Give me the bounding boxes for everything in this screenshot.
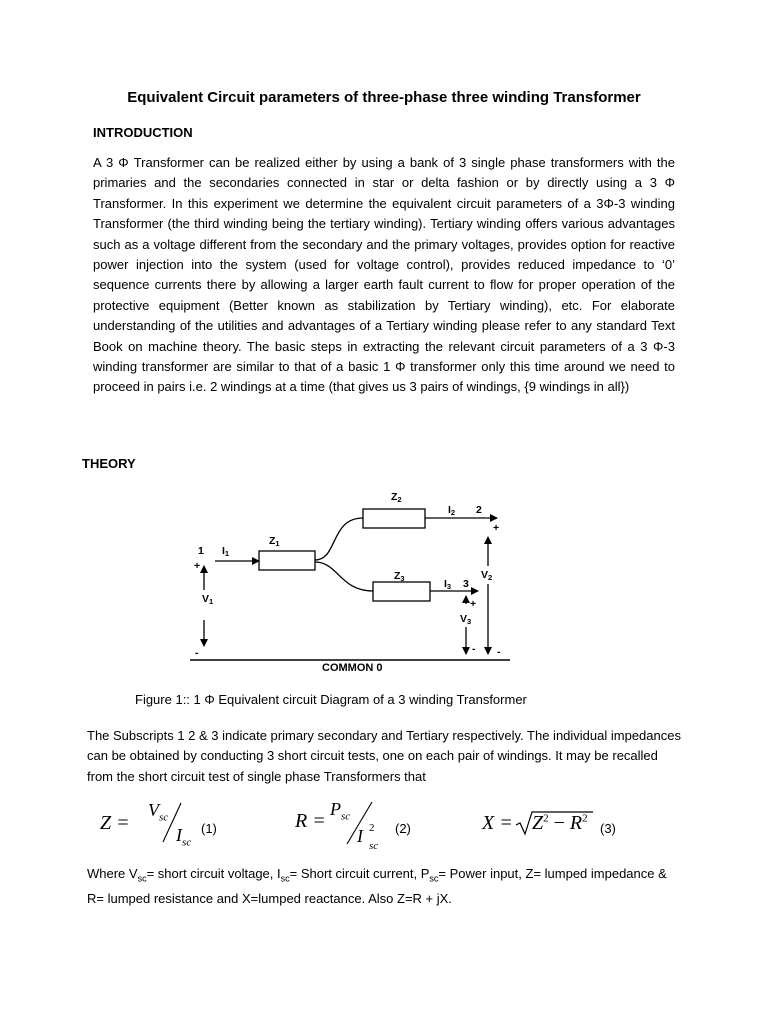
impedance-z2-label: Z2 bbox=[391, 491, 402, 504]
v2-plus-sign: + bbox=[493, 522, 500, 534]
voltage-v3-label: V3 bbox=[460, 613, 472, 626]
v1-plus-sign: + bbox=[194, 560, 201, 572]
v1-minus-sign: - bbox=[195, 647, 199, 659]
equation-1-number: (1) bbox=[201, 821, 217, 836]
voltage-v1-label: V1 bbox=[202, 593, 214, 606]
node-2-label: 2 bbox=[476, 504, 482, 516]
introduction-paragraph: A 3 Φ Transformer can be realized either by using a bank of 3 single phase transformers with the primaries and the secondaries connected in star or delta fashion or by directly using a 3 Φ Transformer. In this experiment we determine the equivalent circuit parameters of a 3Φ-3 winding Transformer (the third winding being the tertiary winding). Tertiary winding offers various advantages such as a voltage different from the secondary and the primary voltages, provides option for reactive power injection into the system (used for voltage control), provides reduced impedance to ‘0’ sequence currents there by allowing a larger earth fault current to flow for proper operation of the protective equipment (Better known as stabilization by Tertiary winding), etc. For elaborate understanding of the utilities and advantages of a Tertiary winding please refer to any standard Text Book on machine theory. The basic steps in extracting the relevant circuit parameters of a 3 Φ-3 winding transformer are similar to that of a basic 1 Φ transformer only this time around we need to proceed in pairs i.e. 2 windings at a time (that gives us 3 pairs of windings, {9 windings in all}) bbox=[93, 155, 675, 395]
v3-plus-sign: + bbox=[470, 598, 477, 610]
impedance-z1-label: Z1 bbox=[269, 535, 280, 548]
voltage-v2-label: V2 bbox=[481, 569, 493, 582]
impedance-z3-label: Z3 bbox=[394, 570, 405, 583]
current-i3-label: I3 bbox=[444, 578, 452, 591]
definitions-paragraph: Where $V_{sc}=$ short circuit voltage, $I_{sc}=$ Short circuit current, $P_{sc}=$ Power input, Z= lumped impedance & R= lumped resistance and X=lumped reactance. Also Z=R + jX. bbox=[87, 866, 667, 906]
equation-2-number: (2) bbox=[395, 821, 411, 836]
subscripts-paragraph: The Subscripts 1 2 & 3 indicate primary secondary and Tertiary respectively. The individual impedances can be obtained by conducting 3 short circuit tests, one on each pair of windings. It may be recalled from the short circuit test of single phase Transformers that bbox=[87, 728, 681, 784]
v2-minus-sign: - bbox=[497, 646, 501, 658]
figure-caption: Figure 1:: 1 Φ Equivalent circuit Diagram of a 3 winding Transformer bbox=[135, 692, 527, 707]
document-title: Equivalent Circuit parameters of three-phase three winding Transformer bbox=[127, 89, 641, 106]
v3-minus-sign: - bbox=[472, 643, 476, 655]
node-3-label: 3 bbox=[463, 578, 469, 590]
equation-3-number: (3) bbox=[600, 821, 616, 836]
common-node-label: COMMON 0 bbox=[322, 662, 383, 674]
introduction-heading: INTRODUCTION bbox=[93, 125, 193, 140]
node-1-label: 1 bbox=[198, 545, 204, 557]
impedance-z2 bbox=[363, 509, 425, 528]
current-i1-label: I1 bbox=[222, 545, 230, 558]
theory-heading: THEORY bbox=[82, 456, 136, 471]
circuit-wires bbox=[190, 509, 510, 660]
current-i2-label: I2 bbox=[448, 504, 456, 517]
impedance-z1 bbox=[259, 551, 315, 570]
impedance-z3 bbox=[373, 582, 430, 601]
equivalent-circuit-diagram bbox=[0, 480, 768, 680]
